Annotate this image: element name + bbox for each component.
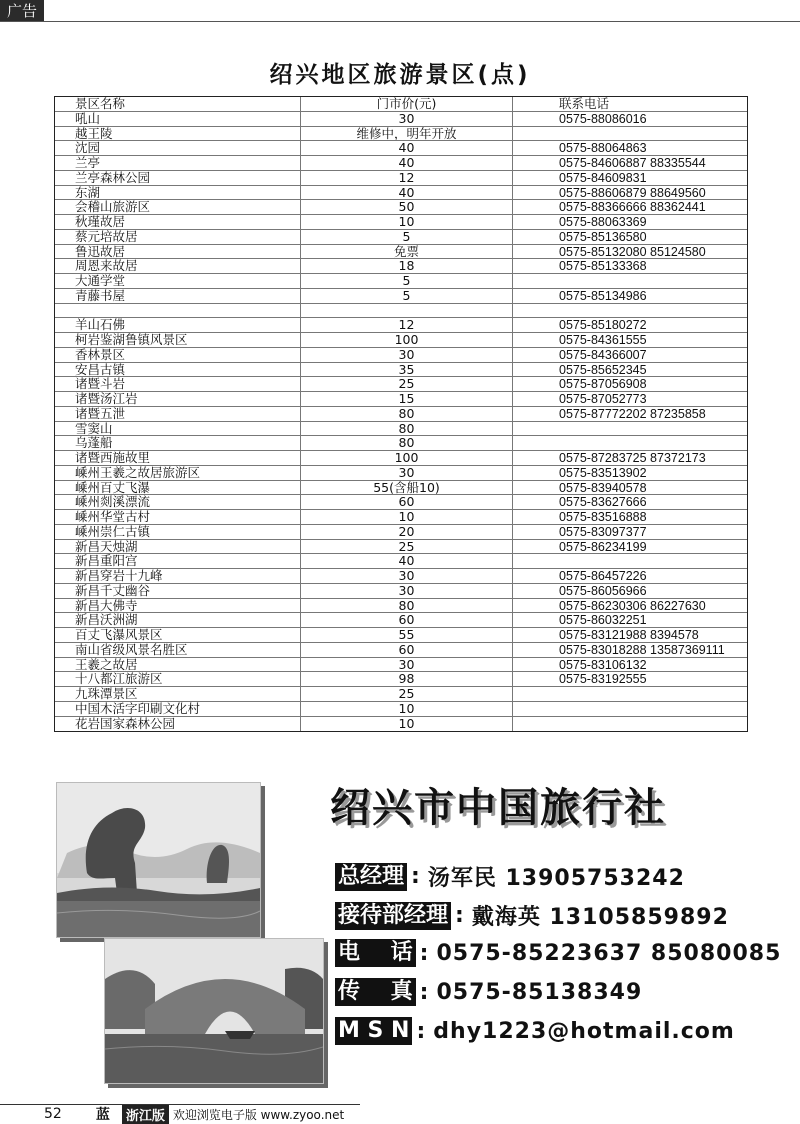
cell-phone: 0575-87772202 87235858 (559, 406, 706, 421)
table-row (55, 200, 747, 215)
table-row (55, 245, 747, 260)
contact-fax: 传 真 : 0575-85138349 (335, 978, 642, 1006)
cell-price: 30 (301, 112, 513, 126)
cell-phone: 0575-83121988 8394578 (559, 628, 699, 642)
cell-phone: 0575-88064863 (559, 141, 647, 155)
cell-phone: 0575-85132080 85124580 (559, 244, 706, 259)
column-header-price: 门市价(元) (301, 97, 513, 111)
table-row (55, 348, 747, 363)
cell-phone: 0575-83940578 (559, 480, 647, 495)
cell-price: 25 (301, 687, 513, 701)
table-row (55, 259, 747, 274)
cell-phone: 0575-83516888 (559, 510, 647, 524)
cell-price: 40 (301, 141, 513, 155)
cell-price: 80 (301, 599, 513, 613)
page-title: 绍兴地区旅游景区(点) (269, 62, 531, 88)
table-row (55, 436, 747, 451)
cell-name: 新昌穿岩十九峰 (55, 569, 301, 583)
cell-name: 诸暨西施故里 (55, 451, 301, 465)
cell-name: 嵊州王羲之故居旅游区 (55, 466, 301, 480)
table-row (55, 127, 747, 142)
cell-phone: 0575-87283725 87372173 (559, 451, 706, 465)
cell-phone: 0575-84609831 (559, 170, 647, 185)
cell-price: 15 (301, 392, 513, 406)
table-row (55, 186, 747, 201)
contact-label: 电 话 (335, 939, 416, 967)
cell-phone: 0575-85180272 (559, 318, 647, 332)
cell-phone: 0575-88366666 88362441 (559, 200, 706, 214)
cell-name: 王羲之故居 (55, 658, 301, 672)
table-row (55, 613, 747, 628)
table-row (55, 525, 747, 540)
cell-price: 10 (301, 215, 513, 229)
cell-name: 嵊州剡溪漂流 (55, 495, 301, 509)
cell-price: 55 (301, 628, 513, 642)
table-row (55, 554, 747, 569)
cell-phone: 0575-85136580 (559, 229, 647, 244)
cell-name: 花岩国家森林公园 (55, 717, 301, 732)
table-row (55, 717, 747, 732)
cell-price: 80 (301, 436, 513, 450)
cell-phone: 0575-86032251 (559, 613, 647, 627)
cell-phone (513, 304, 747, 318)
cell-phone: 0575-83192555 (559, 672, 647, 686)
cell-phone (513, 687, 747, 701)
cell-phone: 0575-87056908 (559, 377, 647, 391)
table-row (55, 230, 747, 245)
cell-price: 12 (301, 318, 513, 332)
page-number: 52 (44, 1106, 62, 1122)
page-footer (44, 1106, 344, 1122)
table-row (55, 599, 747, 614)
cell-phone (513, 717, 747, 732)
cell-price: 30 (301, 348, 513, 362)
contact-value: dhy1223@hotmail.com (433, 1018, 735, 1044)
table-row (55, 215, 747, 230)
scenic-spots-table (54, 96, 748, 732)
table-row (55, 540, 747, 555)
cell-price (301, 304, 513, 318)
table-row (55, 318, 747, 333)
table-row (55, 304, 747, 319)
cell-price: 20 (301, 525, 513, 539)
cell-name: 安昌古镇 (55, 363, 301, 377)
cell-name: 大通学堂 (55, 274, 301, 288)
cell-price: 30 (301, 466, 513, 480)
contact-label: M S N (335, 1017, 412, 1045)
cell-name: 嵊州华堂古村 (55, 510, 301, 524)
cell-name: 南山省级风景名胜区 (55, 643, 301, 657)
contact-value: 戴海英 13105859892 (471, 905, 729, 930)
table-row (55, 510, 747, 525)
table-row (55, 112, 747, 127)
cell-price: 80 (301, 422, 513, 436)
cell-price: 80 (301, 407, 513, 421)
cell-name (55, 304, 301, 318)
cell-price: 10 (301, 717, 513, 732)
contact-label: 接待部经理 (335, 902, 451, 930)
cell-price: 100 (301, 451, 513, 465)
agency-name: 绍兴市中国旅行社 (330, 785, 666, 831)
contact-reception-manager: 接待部经理 : 戴海英 13105859892 (335, 900, 729, 931)
cell-price: 30 (301, 658, 513, 672)
cell-price: 5 (301, 274, 513, 288)
cell-phone: 0575-85133368 (559, 259, 647, 273)
table-row (55, 481, 747, 496)
brand-mark: 蓝 (95, 1107, 110, 1123)
cell-phone: 0575-88063369 (559, 215, 647, 229)
table-row (55, 687, 747, 702)
table-row (55, 141, 747, 156)
cell-price: 30 (301, 584, 513, 598)
cell-phone: 0575-84606887 88335544 (559, 156, 706, 170)
cell-name: 九珠潭景区 (55, 687, 301, 701)
table-row (55, 274, 747, 289)
cell-price: 免票 (301, 245, 513, 259)
cell-name: 柯岩鉴湖鲁镇风景区 (55, 333, 301, 347)
cell-name: 兰亭 (55, 156, 301, 170)
cell-price: 40 (301, 156, 513, 170)
cell-price: 98 (301, 672, 513, 686)
table-row (55, 363, 747, 378)
cell-name: 诸暨斗岩 (55, 377, 301, 391)
cell-name: 乌蓬船 (55, 436, 301, 450)
cell-phone: 0575-83018288 13587369111 (559, 642, 725, 657)
arch-bridge-image (105, 939, 323, 1083)
edition-badge: 浙江版 (122, 1105, 169, 1124)
cell-name: 东湖 (55, 186, 301, 200)
cell-name: 鲁迅故居 (55, 245, 301, 259)
cell-price: 10 (301, 510, 513, 524)
table-row (55, 584, 747, 599)
cell-phone (513, 436, 747, 450)
cell-phone: 0575-86234199 (559, 539, 647, 554)
ad-label: 广告 (0, 0, 44, 22)
contact-msn: M S N : dhy1223@hotmail.com (335, 1017, 735, 1045)
cell-name: 越王陵 (55, 127, 301, 141)
cell-name: 会稽山旅游区 (55, 200, 301, 214)
cell-phone (513, 274, 747, 288)
cell-price: 18 (301, 259, 513, 273)
cell-phone (513, 554, 747, 568)
top-divider (0, 21, 800, 22)
cell-phone: 0575-83097377 (559, 524, 647, 539)
cell-name: 新昌天烛湖 (55, 540, 301, 554)
cell-phone: 0575-84366007 (559, 347, 647, 362)
cell-price: 40 (301, 186, 513, 200)
cell-phone: 0575-87052773 (559, 392, 647, 406)
cell-price: 100 (301, 333, 513, 347)
contact-phone: 电 话 : 0575-85223637 85080085 (335, 939, 781, 967)
cell-name: 周恩来故居 (55, 259, 301, 273)
table-row (55, 289, 747, 304)
cell-price: 5 (301, 230, 513, 244)
table-row (55, 702, 747, 717)
table-row (55, 451, 747, 466)
contact-value: 汤军民 13905753242 (427, 866, 685, 891)
cell-price: 25 (301, 377, 513, 391)
cell-name: 雪窦山 (55, 422, 301, 436)
cell-name: 诸暨五泄 (55, 407, 301, 421)
cell-name: 蔡元培故居 (55, 230, 301, 244)
cell-name: 诸暨汤江岩 (55, 392, 301, 406)
contact-label: 传 真 (335, 978, 416, 1006)
cell-price: 12 (301, 171, 513, 185)
footer-website[interactable]: 欢迎浏览电子版 www.zyoo.net (172, 1107, 345, 1122)
cell-phone: 0575-86056966 (559, 583, 647, 598)
cell-name: 羊山石佛 (55, 318, 301, 332)
table-row (55, 569, 747, 584)
cell-price: 25 (301, 540, 513, 554)
cell-name: 新昌沃洲湖 (55, 613, 301, 627)
cell-phone (513, 702, 747, 716)
cell-phone: 0575-83106132 (559, 657, 647, 672)
cell-phone (513, 127, 747, 141)
cell-price: 60 (301, 643, 513, 657)
cell-name: 嵊州百丈飞瀑 (55, 481, 301, 495)
table-row (55, 628, 747, 643)
stone-pillar-image (57, 783, 260, 937)
contact-value: 0575-85138349 (436, 979, 643, 1005)
cell-name: 十八都江旅游区 (55, 672, 301, 686)
table-row (55, 407, 747, 422)
cell-phone: 0575-88606879 88649560 (559, 185, 706, 200)
cell-name: 新昌千丈幽谷 (55, 584, 301, 598)
cell-phone: 0575-86457226 (559, 569, 647, 583)
cell-price: 30 (301, 569, 513, 583)
cell-phone: 0575-85652345 (559, 362, 647, 377)
cell-price: 55(含船10) (301, 481, 513, 495)
cell-name: 香林景区 (55, 348, 301, 362)
stone-pillar-photo (56, 782, 261, 938)
table-row (55, 171, 747, 186)
cell-price: 40 (301, 554, 513, 568)
table-row (55, 156, 747, 171)
cell-price: 35 (301, 363, 513, 377)
cell-phone: 0575-88086016 (559, 111, 647, 126)
column-header-name: 景区名称 (55, 97, 301, 111)
column-header-phone: 联系电话 (559, 97, 610, 111)
cell-phone (513, 422, 747, 436)
cell-name: 新昌大佛寺 (55, 599, 301, 613)
arch-bridge-photo (104, 938, 324, 1084)
cell-price: 60 (301, 613, 513, 627)
cell-phone: 0575-84361555 (559, 333, 647, 347)
cell-price: 5 (301, 289, 513, 303)
table-row (55, 466, 747, 481)
table-row (55, 422, 747, 437)
cell-price: 60 (301, 495, 513, 509)
cell-name: 百丈飞瀑风景区 (55, 628, 301, 642)
cell-phone: 0575-85134986 (559, 288, 647, 303)
cell-name: 中国木活字印刷文化村 (55, 702, 301, 716)
cell-name: 嵊州崇仁古镇 (55, 525, 301, 539)
contact-general-manager: 总经理 : 汤军民 13905753242 (335, 861, 685, 892)
contact-label: 总经理 (335, 863, 407, 891)
cell-price: 维修中，明年开放 (301, 127, 513, 141)
cell-phone: 0575-86230306 86227630 (559, 598, 706, 613)
cell-name: 吼山 (55, 112, 301, 126)
cell-name: 秋瑾故居 (55, 215, 301, 229)
table-row (55, 672, 747, 687)
contact-value: 0575-85223637 85080085 (436, 940, 782, 966)
table-row (55, 658, 747, 673)
cell-price: 50 (301, 200, 513, 214)
table-header-row (55, 97, 747, 112)
table-row (55, 495, 747, 510)
cell-name: 兰亭森林公园 (55, 171, 301, 185)
cell-phone: 0575-83513902 (559, 465, 647, 480)
table-row (55, 377, 747, 392)
table-row (55, 392, 747, 407)
table-row (55, 643, 747, 658)
cell-name: 沈园 (55, 141, 301, 155)
cell-phone: 0575-83627666 (559, 495, 647, 509)
table-row (55, 333, 747, 348)
cell-name: 新昌重阳宫 (55, 554, 301, 568)
cell-price: 10 (301, 702, 513, 716)
cell-name: 青藤书屋 (55, 289, 301, 303)
